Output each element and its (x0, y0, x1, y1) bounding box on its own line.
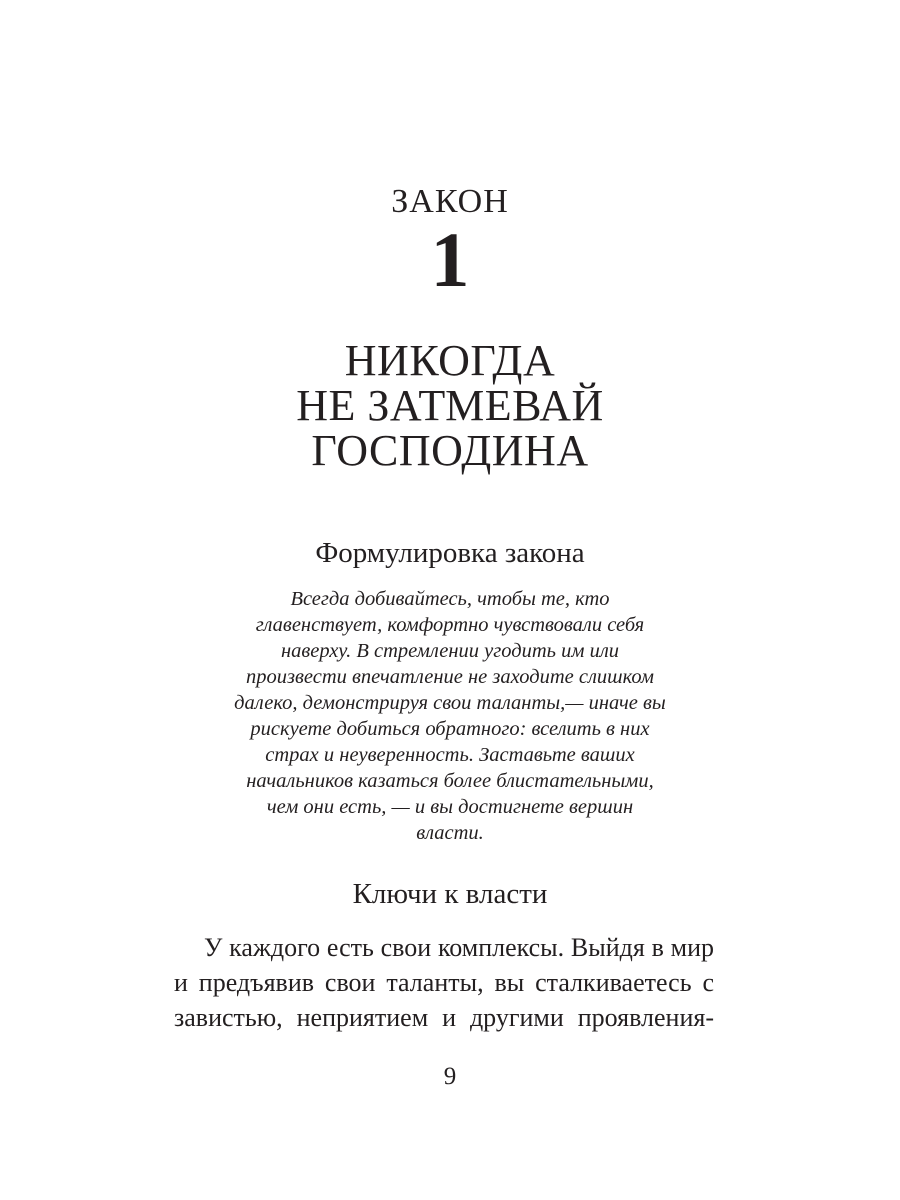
statement-line: наверху. В стремлении угодить им или (280, 640, 620, 662)
statement-line: страх и неуверенность. Заставьте ваших (265, 744, 635, 766)
statement-line: начальников казаться более блистательными, (246, 770, 654, 792)
chapter-title (0, 338, 900, 473)
body-line: У каждого есть свои комплексы. Выйдя в мир (204, 933, 714, 962)
chapter-title-line: НИКОГДА (344, 336, 556, 385)
chapter-number: 1 (430, 216, 470, 303)
statement-line: чем они есть, — и вы достигнете вершин (266, 796, 634, 818)
body-line: и предъявив свои таланты, вы сталкиваетесь с (174, 968, 714, 997)
chapter-title-line: ГОСПОДИНА (311, 426, 589, 475)
formulation-heading: Формулировка закона (315, 537, 585, 569)
page-number: 9 (443, 1063, 457, 1090)
statement-line: далеко, демонстрируя свои таланты,— иначе вы (234, 692, 666, 714)
statement-line: главенствует, комфортно чувствовали себя (255, 614, 645, 636)
law-statement (0, 586, 900, 846)
chapter-title-line: НЕ ЗАТМЕВАЙ (296, 381, 604, 430)
chapter-label: ЗАКОН (391, 183, 509, 220)
statement-line: власти. (416, 822, 484, 844)
body-line: завистью, неприятием и другими проявления- (174, 1003, 714, 1032)
keys-heading: Ключи к власти (352, 878, 548, 910)
statement-line: произвести впечатление не заходите слишком (246, 666, 654, 688)
statement-line: Всегда добивайтесь, чтобы те, кто (290, 588, 610, 610)
statement-line: рискуете добиться обратного: вселить в них (250, 718, 650, 740)
body-paragraph (174, 930, 714, 1035)
